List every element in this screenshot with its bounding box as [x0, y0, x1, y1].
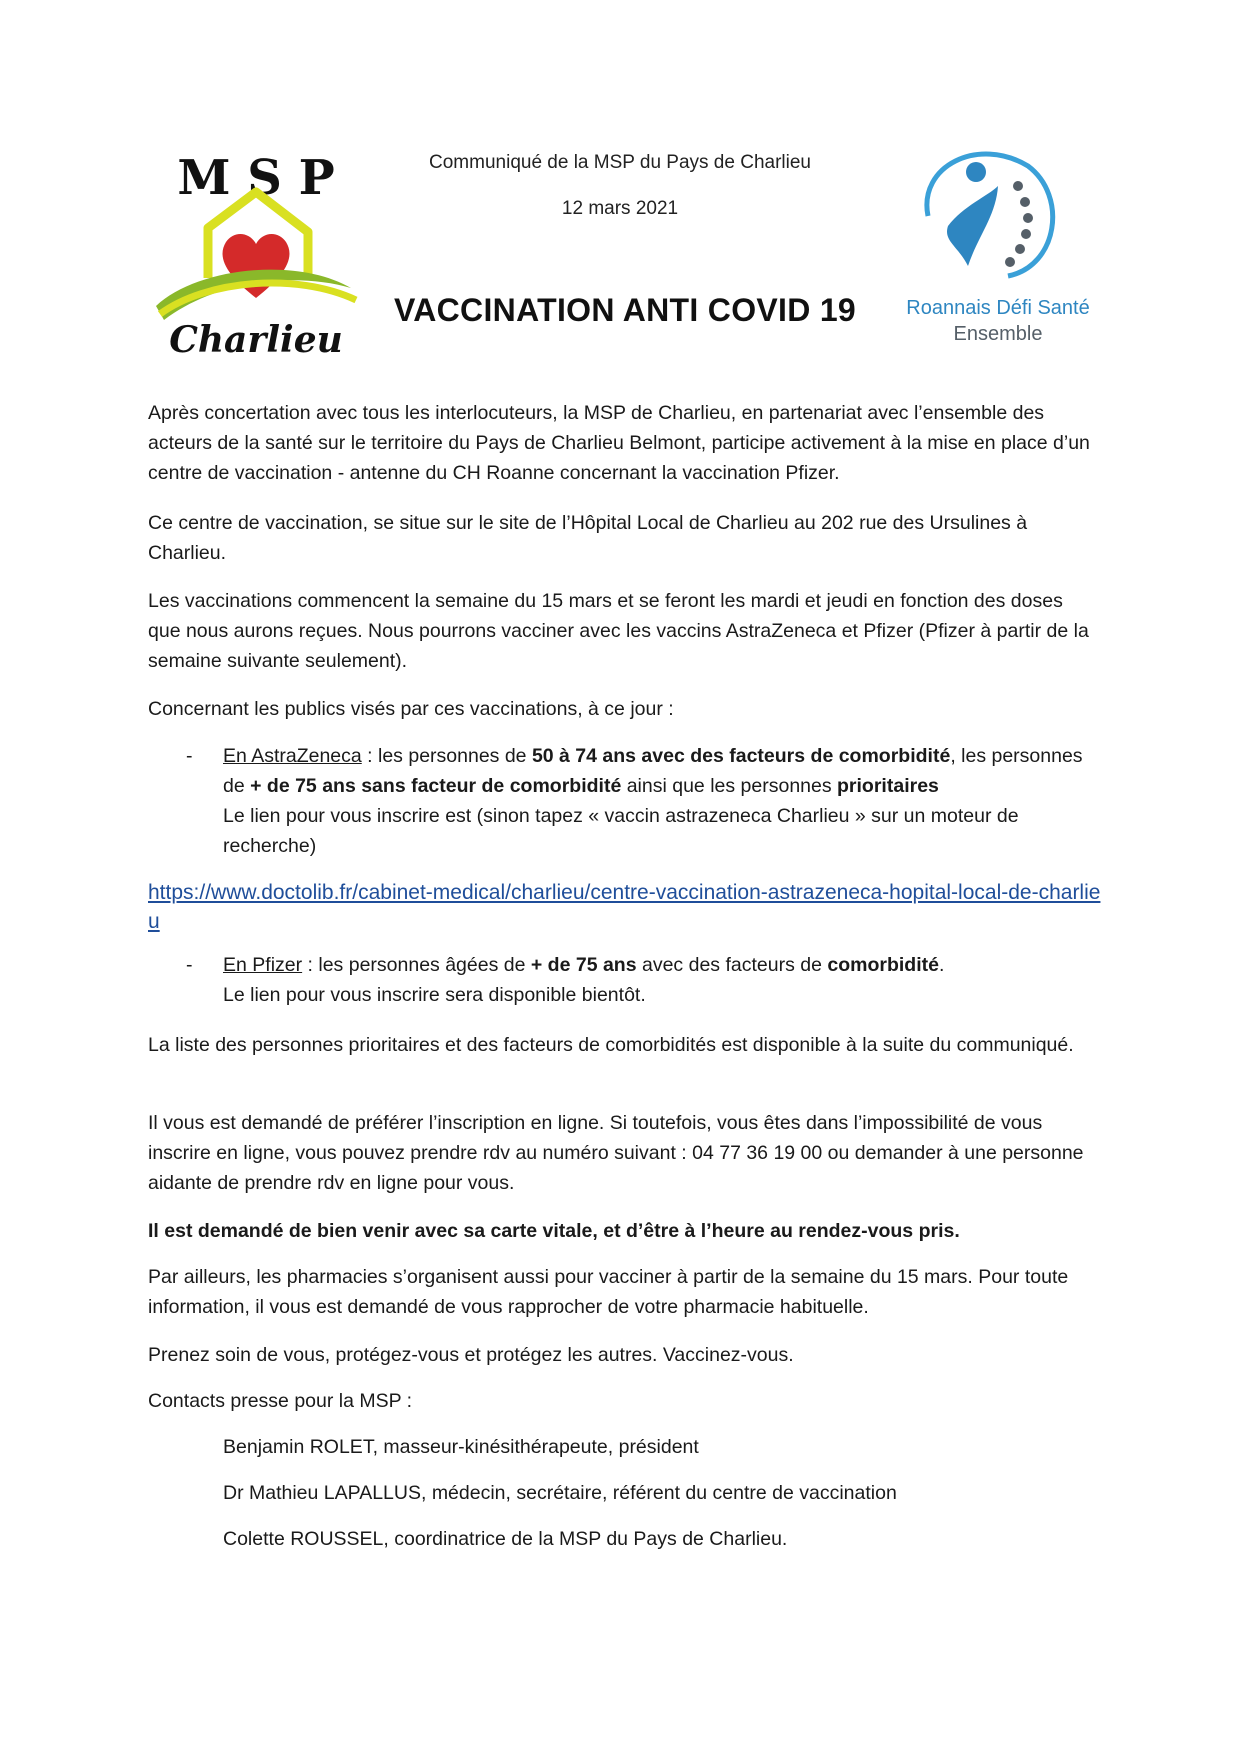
document-title: VACCINATION ANTI COVID 19 — [393, 292, 857, 328]
logo-rds-line1: Roannais Défi Santé — [906, 297, 1090, 319]
bullet-astrazeneca — [223, 741, 1093, 861]
logo-msp-text: M S P — [177, 150, 335, 206]
paragraph-location: Ce centre de vaccination, se situe sur le site de l’Hôpital Local de Charlieu au 202 rue des Ursulines à Charlieu. — [148, 512, 1028, 564]
roannais-defi-sante-logo — [888, 146, 1118, 356]
bullet-text: . — [938, 954, 945, 976]
communique-line: Communiqué de la MSP du Pays de Charlieu — [429, 152, 811, 173]
msp-charlieu-logo — [146, 148, 366, 358]
bullet-text: : les personnes âgées de — [302, 954, 531, 976]
paragraph-closing: Prenez soin de vous, protégez-vous et protégez les autres. Vaccinez-vous. — [148, 1344, 794, 1366]
bullet-bold: + de 75 ans — [530, 954, 637, 976]
figure-spine-icon — [927, 154, 1053, 276]
bullet-text: ainsi que les personnes — [621, 775, 838, 797]
bullet-label: En Pfizer — [223, 954, 303, 976]
bullet-text: avec des facteurs de — [636, 954, 828, 976]
bullet-text: Le lien pour vous inscrire est (sinon tapez « vaccin astrazeneca Charlieu » sur un moteur de recherche) — [223, 805, 1019, 857]
bullet-dash: - — [186, 745, 193, 767]
paragraph-list-info: La liste des personnes prioritaires et des facteurs de comorbidités est disponible à la suite du communiqué. — [148, 1034, 1074, 1056]
house-heart-icon — [156, 192, 356, 320]
paragraph-intro: Après concertation avec tous les interlocuteurs, la MSP de Charlieu, en partenariat avec l’ensemble des acteurs de la santé sur le territoire du Pays de Charlieu Belmont, participe activement à la mise en place d’un centre de vaccination - antenne du CH Roanne concernant la vaccination Pfizer. — [148, 402, 1090, 484]
paragraph-online: Il vous est demandé de préférer l’inscription en ligne. Si toutefois, vous êtes dans l’impossibilité de vous inscrire en ligne, vous pouvez prendre rdv au numéro suivant : 04 77 36 19 00 ou demander à une personne aidante de prendre rdv en ligne pour vous. — [148, 1112, 1084, 1194]
bullet-bold: 50 à 74 ans avec des facteurs de comorbidité — [531, 745, 951, 767]
logo-charlieu-text: Charlieu — [169, 319, 343, 358]
bullet-bold: + de 75 ans sans facteur de comorbidité — [250, 775, 622, 797]
paragraph-contacts-heading: Contacts presse pour la MSP : — [148, 1390, 413, 1412]
doctolib-link[interactable]: https://www.doctolib.fr/cabinet-medical/charlieu/centre-vaccination-astrazeneca-hopital-local-de-charlieu — [148, 881, 1101, 933]
bullet-text: : les personnes de — [361, 745, 532, 767]
contact-item: Benjamin ROLET, masseur-kinésithérapeute, président — [223, 1436, 699, 1458]
contact-item: Dr Mathieu LAPALLUS, médecin, secrétaire, référent du centre de vaccination — [223, 1482, 897, 1504]
paragraph-carte-vitale: Il est demandé de bien venir avec sa carte vitale, et d’être à l’heure au rendez-vous pris. — [148, 1220, 960, 1242]
communique-date: 12 mars 2021 — [561, 198, 679, 219]
logo-rds-line2: Ensemble — [953, 323, 1043, 345]
paragraph-pharmacies: Par ailleurs, les pharmacies s’organisent aussi pour vacciner à partir de la semaine du 15 mars. Pour toute information, il vous est demandé de vous rapprocher de votre pharmacie habituelle. — [148, 1266, 1069, 1318]
bullet-bold: comorbidité — [827, 954, 939, 976]
bullet-dash: - — [186, 954, 193, 976]
bullet-text: , les personnes de — [223, 745, 1083, 797]
bullet-pfizer — [223, 950, 1093, 1010]
bullet-label: En AstraZeneca — [223, 745, 362, 767]
paragraph-publics: Concernant les publics visés par ces vaccinations, à ce jour : — [148, 698, 674, 720]
bullet-bold: prioritaires — [837, 775, 939, 797]
contact-item: Colette ROUSSEL, coordinatrice de la MSP du Pays de Charlieu. — [223, 1528, 788, 1550]
paragraph-schedule: Les vaccinations commencent la semaine du 15 mars et se feront les mardi et jeudi en fonction des doses que nous aurons reçues. Nous pourrons vacciner avec les vaccins AstraZeneca et Pfizer (Pfizer à partir de la semaine suivante seulement). — [148, 590, 1089, 672]
bullet-text: Le lien pour vous inscrire sera disponible bientôt. — [223, 984, 646, 1006]
